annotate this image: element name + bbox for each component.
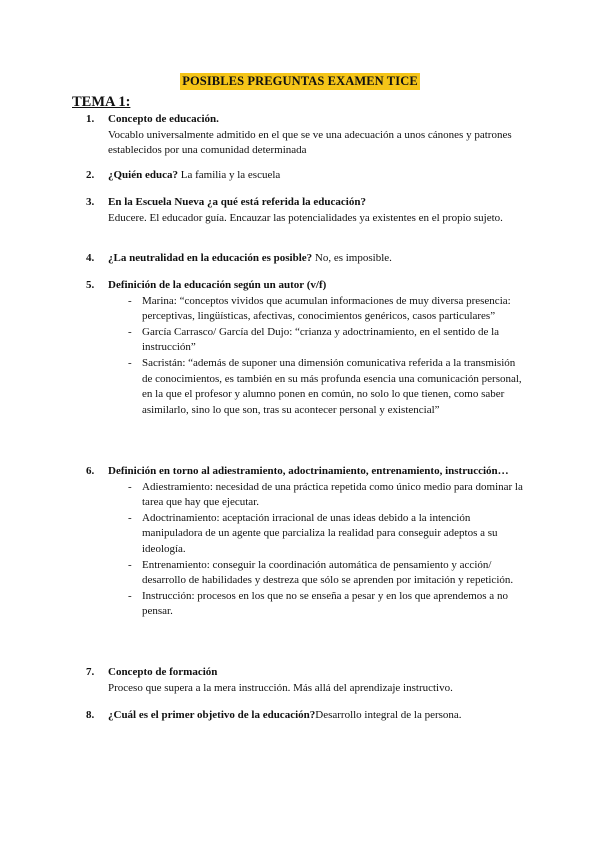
answer-text: No, es imposible. [312, 252, 392, 264]
document-title: POSIBLES PREGUNTAS EXAMEN TICE [182, 74, 418, 88]
question-text: Definición en torno al adiestramiento, adoctrinamiento, entrenamiento, instrucción… [108, 465, 509, 477]
section-heading: TEMA 1: [72, 94, 131, 110]
question-text: ¿Quién educa? [108, 169, 178, 181]
list-item: - Adiestramiento: necesidad de una práctica repetida como único medio para dominar la tarea que hay que ejecutar. [128, 480, 523, 509]
question-number: 7. [86, 666, 95, 678]
question-text: En la Escuela Nueva ¿a qué está referida la educación? [108, 196, 366, 208]
list-item: - Instrucción: procesos en los que no se enseña a pesar y en los que aprendemos a no pensar. [128, 589, 508, 618]
question-text: Concepto de formación [108, 666, 218, 678]
answer-text: Proceso que supera a la mera instrucción. Más allá del aprendizaje instructivo. [108, 681, 453, 694]
question-4 [86, 251, 526, 267]
question-text: ¿La neutralidad en la educación es posible? [108, 252, 313, 264]
list-item: - Marina: “conceptos vividos que acumulan informaciones de muy diversa presencia: perceptivas, lingüísticas, afectivas, conocimientos genéricos, casos particulares” [128, 294, 511, 323]
answer-text: Educere. El educador guía. Encauzar las potencialidades ya existentes en el propio sujeto. [108, 211, 503, 224]
list-item: - Entrenamiento: conseguir la coordinación automática de pensamiento y acción/ desarrollo de habilidades y destreza que sólo se aprenden por imitación y repetición. [128, 558, 514, 587]
question-8 [86, 708, 526, 724]
question-text: ¿Cuál es el primer objetivo de la educación? [108, 709, 316, 721]
question-number: 2. [86, 169, 95, 181]
list-item: - Adoctrinamiento: aceptación irracional de unas ideas debido a la intención manipuladora de un agente que parcializa la realidad para conseguir adeptos a su ideología. [128, 511, 498, 555]
question-number: 6. [86, 465, 95, 477]
question-6 [86, 464, 526, 620]
question-number: 1. [86, 113, 95, 125]
question-number: 5. [86, 279, 95, 291]
question-text: Definición de la educación según un autor (v/f) [108, 279, 327, 291]
question-number: 8. [86, 709, 95, 721]
list-item: - Sacristán: “además de suponer una dimensión comunicativa referida a la transmisión de conocimientos, es también en su más profunda esencia una comunicación personal, en la que el profesor y alumno ponen en común, no solo lo que tienen, como saber asimilarlo, sino lo que son, tras su acontecer personal y existencial” [128, 356, 522, 416]
list-item: - García Carrasco/ García del Dujo: “crianza y adoctrinamiento, en el sentido de la instrucción” [128, 325, 500, 354]
question-5 [86, 278, 526, 418]
question-text: Concepto de educación. [108, 113, 219, 125]
title-wrap [0, 72, 600, 90]
question-number: 3. [86, 196, 95, 208]
question-3 [86, 195, 526, 226]
question-number: 4. [86, 252, 95, 264]
answer-text: Vocablo universalmente admitido en el que se ve una adecuación a unos cánones y patrones establecidos por una comunidad determinada [108, 128, 512, 157]
question-7 [86, 665, 526, 696]
answer-text: Desarrollo integral de la persona. [315, 709, 462, 721]
answer-text: La familia y la escuela [177, 169, 281, 181]
question-2 [86, 168, 526, 184]
question-1 [86, 112, 526, 159]
